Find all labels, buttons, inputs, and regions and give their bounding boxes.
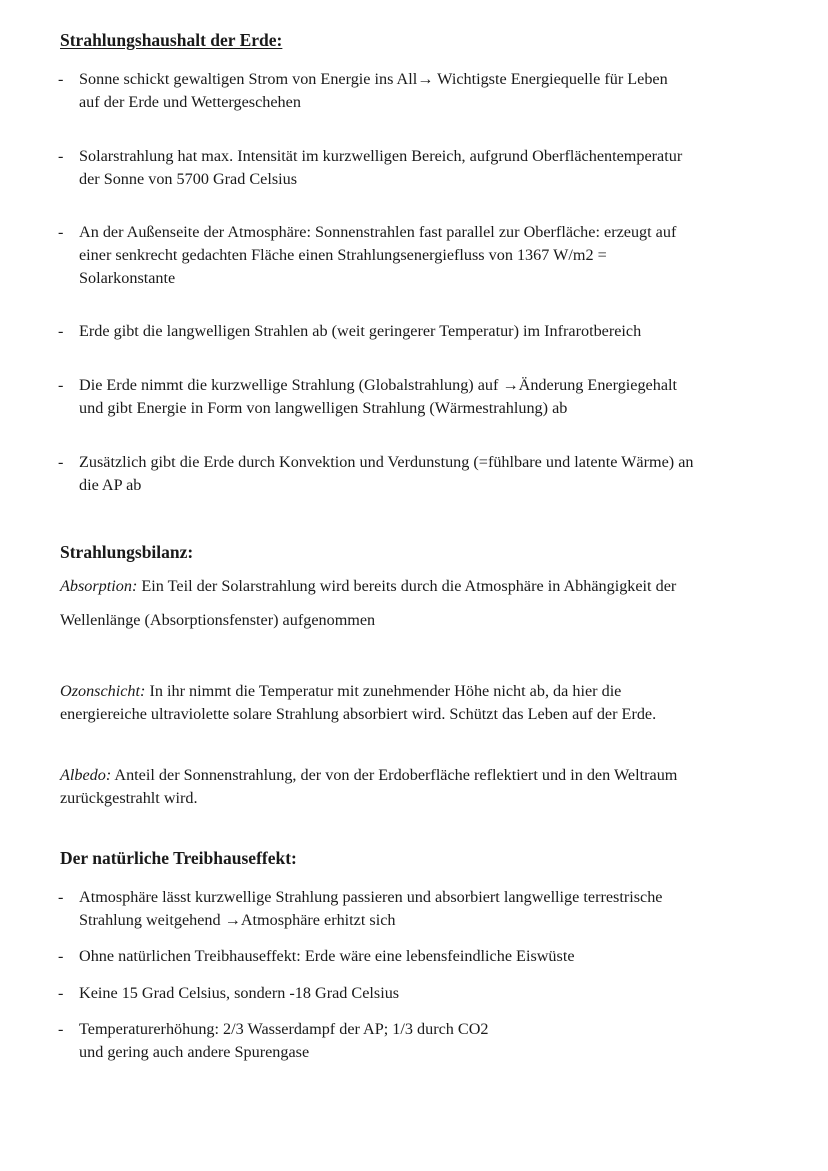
bullet-text: Keine 15 Grad Celsius, sondern -18 Grad Celsius bbox=[79, 984, 400, 1002]
albedo-paragraph bbox=[60, 764, 780, 810]
bullet-dash: - bbox=[58, 453, 64, 471]
bullet-text: Die Erde nimmt die kurzwellige Strahlung (Globalstrahlung) auf →Änderung Energiegehalt und gibt Energie in Form von langwelligen Strahlung (Wärmestrahlung) ab bbox=[79, 376, 678, 417]
albedo-text: Anteil der Sonnenstrahlung, der von der Erdoberfläche reflektiert und in den Weltraum zurückgestrahlt wird. bbox=[60, 766, 678, 807]
section-title-strahlungsbilanz: Strahlungsbilanz: bbox=[60, 542, 194, 562]
bullet-dash: - bbox=[58, 947, 64, 965]
ozon-term: Ozonschicht: bbox=[60, 682, 146, 700]
absorption-paragraph bbox=[60, 569, 780, 637]
bullet-text: Zusätzlich gibt die Erde durch Konvektion und Verdunstung (=fühlbare und latente Wärme) an die AP ab bbox=[79, 453, 694, 494]
absorption-term: Absorption: bbox=[60, 577, 138, 595]
bullet-dash: - bbox=[58, 1020, 64, 1038]
section-title-treibhauseffekt: Der natürliche Treibhauseffekt: bbox=[60, 848, 297, 868]
bullet-dash: - bbox=[58, 376, 64, 394]
bullet-text: Solarstrahlung hat max. Intensität im kurzwelligen Bereich, aufgrund Oberflächentemperatur der Sonne von 5700 Grad Celsius bbox=[79, 147, 683, 188]
bullet-text: Ohne natürlichen Treibhauseffekt: Erde wäre eine lebensfeindliche Eiswüste bbox=[79, 947, 575, 965]
bullet-text: An der Außenseite der Atmosphäre: Sonnenstrahlen fast parallel zur Oberfläche: erzeugt auf einer senkrecht gedachten Fläche einen Strahlungsenergiefluss von 1367 W/m2 = Solarkonstante bbox=[79, 223, 677, 287]
bullet-text: Erde gibt die langwelligen Strahlen ab (weit geringerer Temperatur) im Infrarotbereich bbox=[79, 322, 642, 340]
ozon-text: In ihr nimmt die Temperatur mit zunehmender Höhe nicht ab, da hier die energiereiche ultraviolette solare Strahlung absorbiert wird. Schützt das Leben auf der Erde. bbox=[60, 682, 657, 723]
bullet-dash: - bbox=[58, 984, 64, 1002]
bullet-dash: - bbox=[58, 147, 64, 165]
bullet-dash: - bbox=[58, 70, 64, 88]
bullet-text: Sonne schickt gewaltigen Strom von Energie ins All→ Wichtigste Energiequelle für Leben auf der Erde und Wettergeschehen bbox=[79, 70, 668, 111]
section-title-strahlungshaushalt: Strahlungshaushalt der Erde: bbox=[60, 30, 283, 50]
absorption-text: Ein Teil der Solarstrahlung wird bereits durch die Atmosphäre in Abhängigkeit der Wellenlänge (Absorptionsfenster) aufgenommen bbox=[60, 577, 677, 629]
albedo-term: Albedo: bbox=[60, 766, 112, 784]
bullet-dash: - bbox=[58, 888, 64, 906]
bullet-dash: - bbox=[58, 223, 64, 241]
bullet-text: Temperaturerhöhung: 2/3 Wasserdampf der AP; 1/3 durch CO2 und gering auch andere Spurengase bbox=[79, 1020, 489, 1061]
bullet-dash: - bbox=[58, 322, 64, 340]
ozon-paragraph bbox=[60, 680, 780, 726]
bullet-text: Atmosphäre lässt kurzwellige Strahlung passieren und absorbiert langwellige terrestrische Strahlung weitgehend →Atmosphäre erhitzt sich bbox=[79, 888, 663, 929]
